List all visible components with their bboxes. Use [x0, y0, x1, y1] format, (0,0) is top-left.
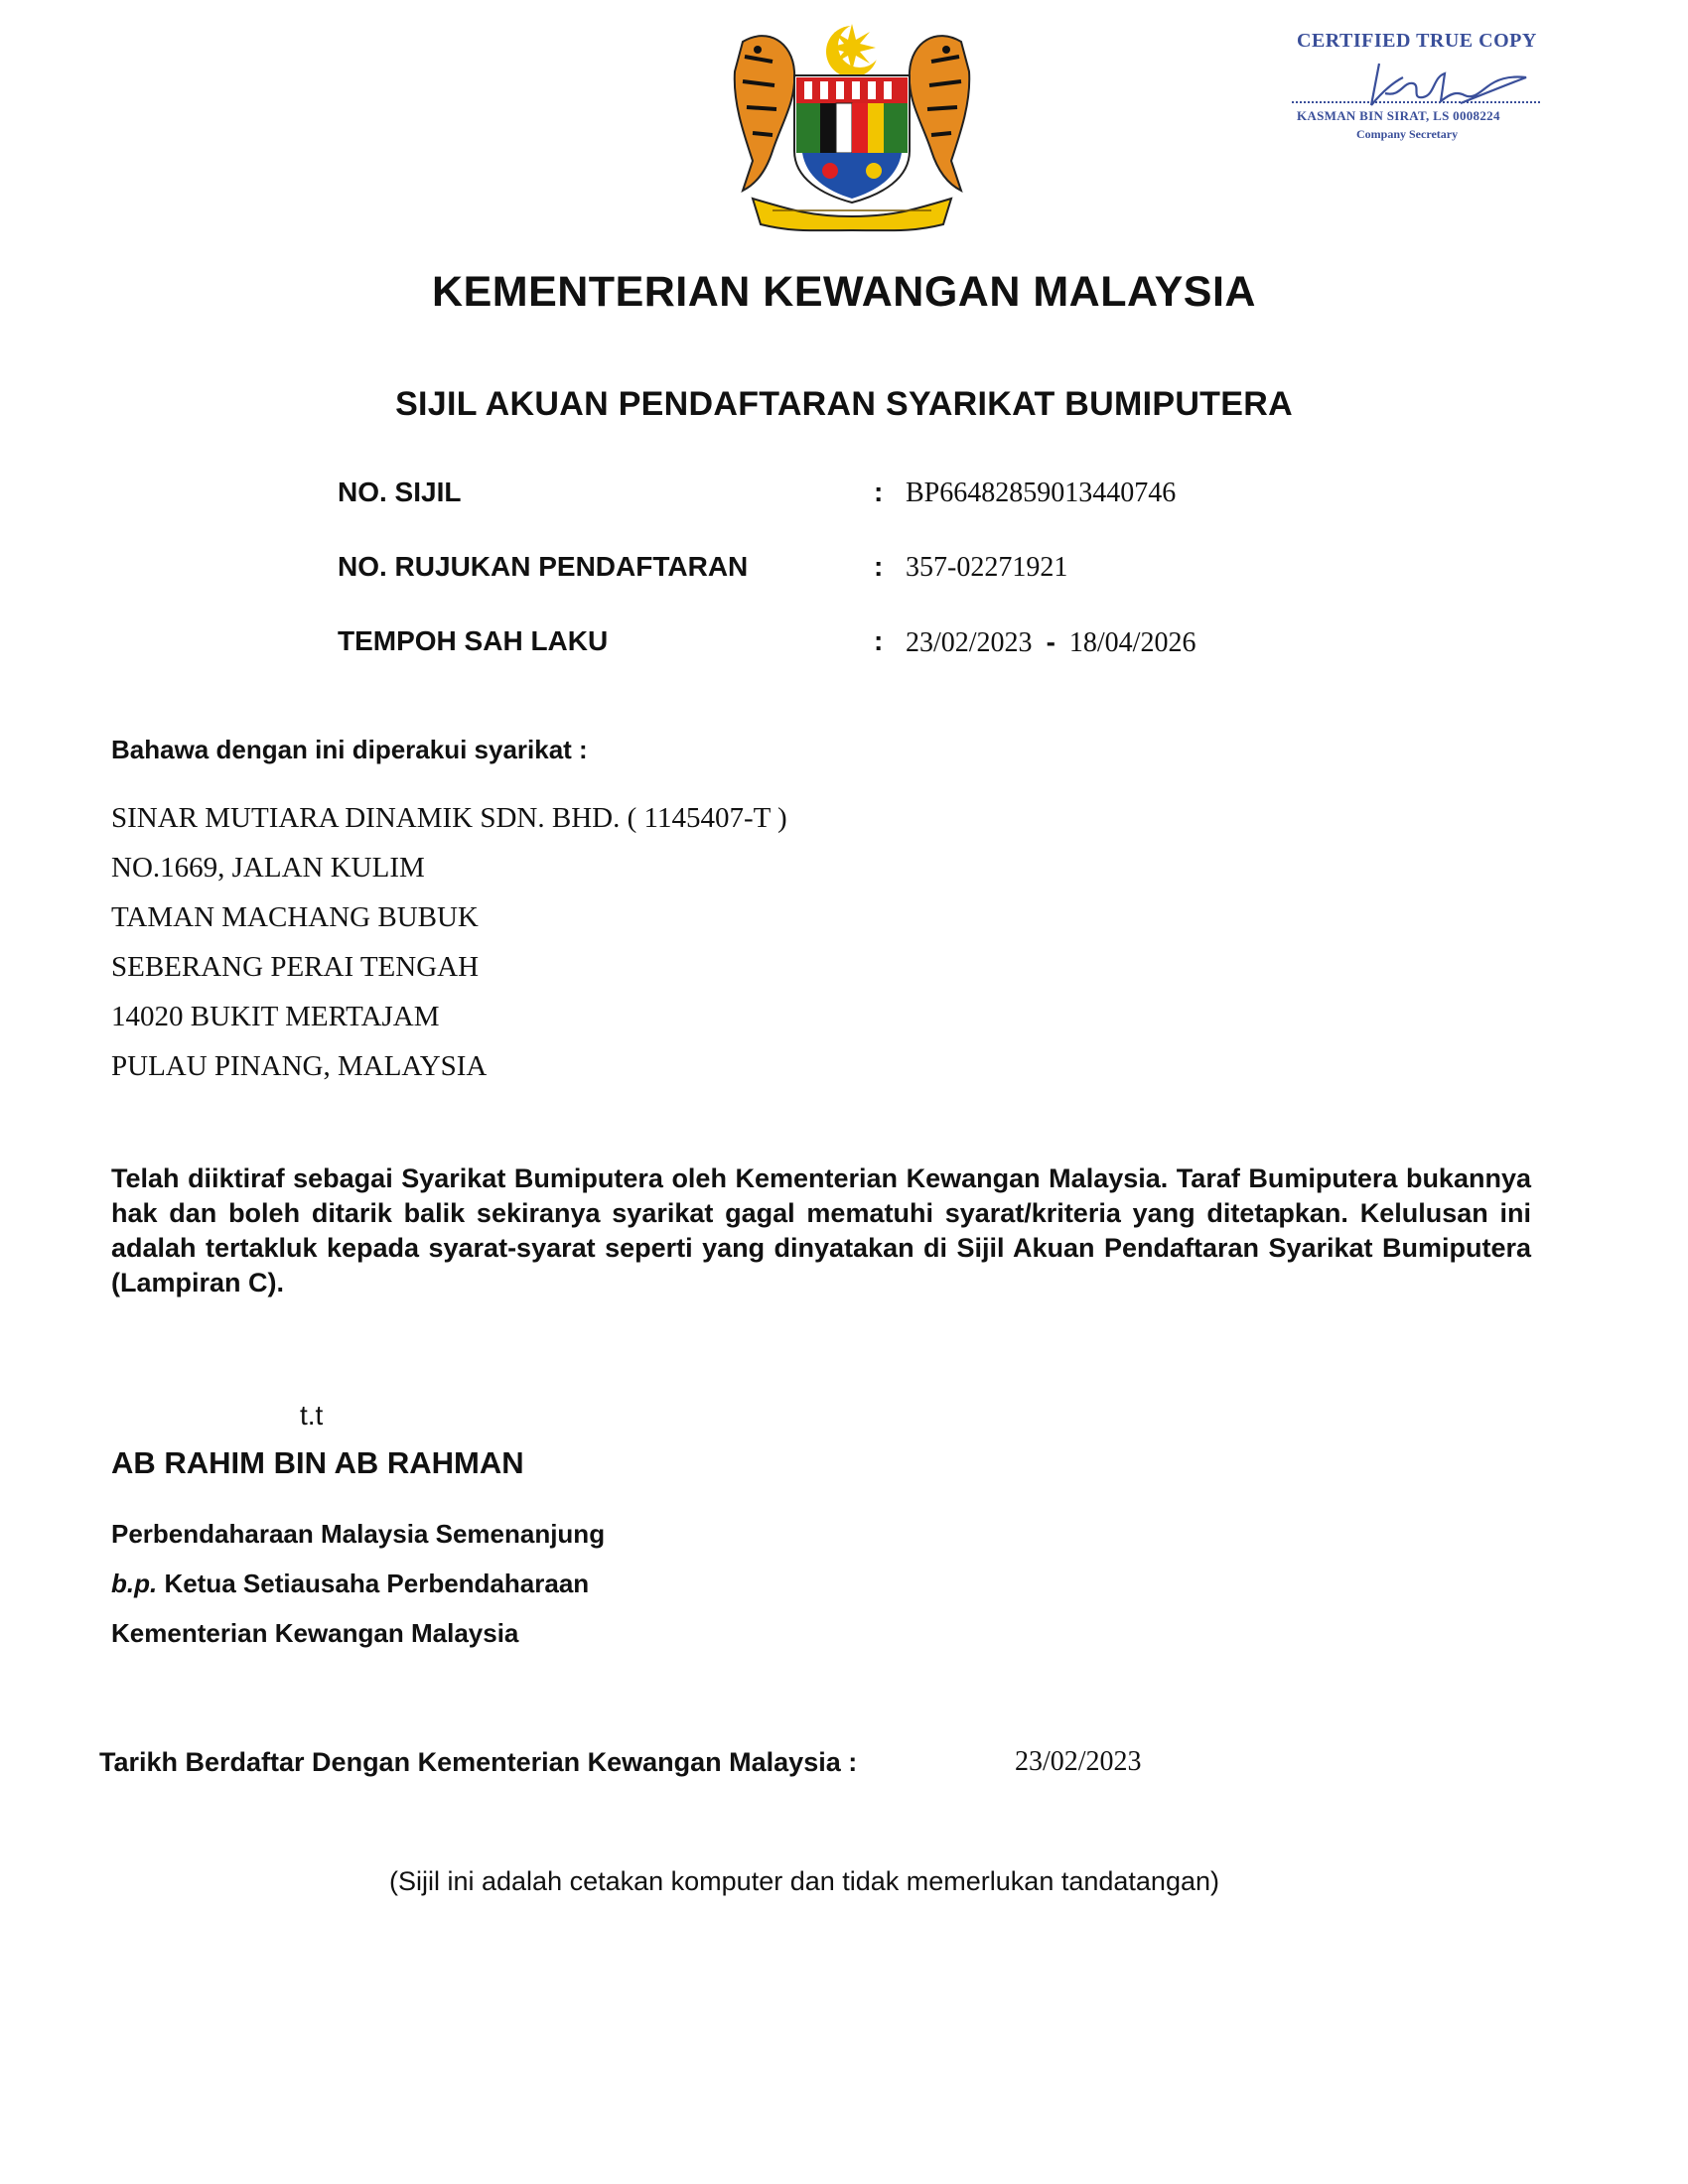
field-label-certificate-no: NO. SIJIL	[338, 477, 462, 507]
footer-note: (Sijil ini adalah cetakan komputer dan tidak memerlukan tandatangan)	[389, 1866, 1219, 1896]
field-colon: :	[874, 477, 884, 507]
stamp-title: CERTIFIED TRUE COPY	[1297, 30, 1537, 52]
field-colon: :	[874, 551, 884, 582]
registration-date-label: Tarikh Berdaftar Dengan Kementerian Kewangan Malaysia :	[99, 1747, 858, 1777]
certified-true-copy-stamp	[1287, 26, 1555, 155]
address-line: SEBERANG PERAI TENGAH	[111, 951, 480, 983]
address-line: TAMAN MACHANG BUBUK	[111, 901, 479, 933]
stamp-role: Company Secretary	[1356, 127, 1459, 141]
intro-text: Bahawa dengan ini diperakui syarikat :	[111, 735, 588, 764]
validity-separator: -	[1046, 626, 1055, 657]
ministry-title: KEMENTERIAN KEWANGAN MALAYSIA	[432, 268, 1256, 316]
validity-to: 18/04/2026	[1068, 627, 1196, 658]
recognition-paragraph: Telah diiktiraf sebagai Syarikat Bumiputera oleh Kementerian Kewangan Malaysia. Taraf Bumiputera bukannya hak dan boleh ditarik balik sekiranya syarikat gagal mematuhi syarat/kriteria yang ditetapkan. Kelulusan ini adalah tertakluk kepada syarat-syarat seperti yang dinyatakan di Sijil Akuan Pendaftaran Syarikat Bumiputera (Lampiran C).	[111, 1163, 1531, 1297]
address-line: NO.1669, JALAN KULIM	[111, 852, 425, 884]
signer-name: AB RAHIM BIN AB RAHMAN	[111, 1445, 524, 1480]
coat-of-arms-emblem	[713, 12, 991, 232]
signer-office: Perbendaharaan Malaysia Semenanjung	[111, 1519, 606, 1549]
validity-from: 23/02/2023	[906, 627, 1033, 658]
address-line: 14020 BUKIT MERTAJAM	[111, 1001, 440, 1032]
registration-date-value: 23/02/2023	[1015, 1746, 1142, 1777]
field-label-registration-ref: NO. RUJUKAN PENDAFTARAN	[338, 551, 749, 582]
certificate-title: SIJIL AKUAN PENDAFTARAN SYARIKAT BUMIPUTERA	[395, 385, 1293, 423]
signature-tt: t.t	[300, 1400, 324, 1431]
field-value-validity	[906, 626, 1196, 659]
stamp-name: KASMAN BIN SIRAT, LS 0008224	[1297, 108, 1500, 123]
field-value-registration-ref: 357-02271921	[906, 552, 1068, 583]
on-behalf-title: Ketua Setiausaha Perbendaharaan	[157, 1569, 590, 1598]
signer-ministry: Kementerian Kewangan Malaysia	[111, 1618, 519, 1648]
stamp-dotted-line	[1292, 101, 1540, 103]
field-value-certificate-no: BP66482859013440746	[906, 478, 1177, 508]
field-colon: :	[874, 625, 884, 656]
address-line: PULAU PINANG, MALAYSIA	[111, 1050, 488, 1082]
signer-on-behalf	[111, 1569, 589, 1599]
on-behalf-abbr: b.p.	[111, 1569, 158, 1598]
company-name: SINAR MUTIARA DINAMIK SDN. BHD. ( 1145407-T )	[111, 802, 787, 834]
field-label-validity: TEMPOH SAH LAKU	[338, 625, 609, 656]
